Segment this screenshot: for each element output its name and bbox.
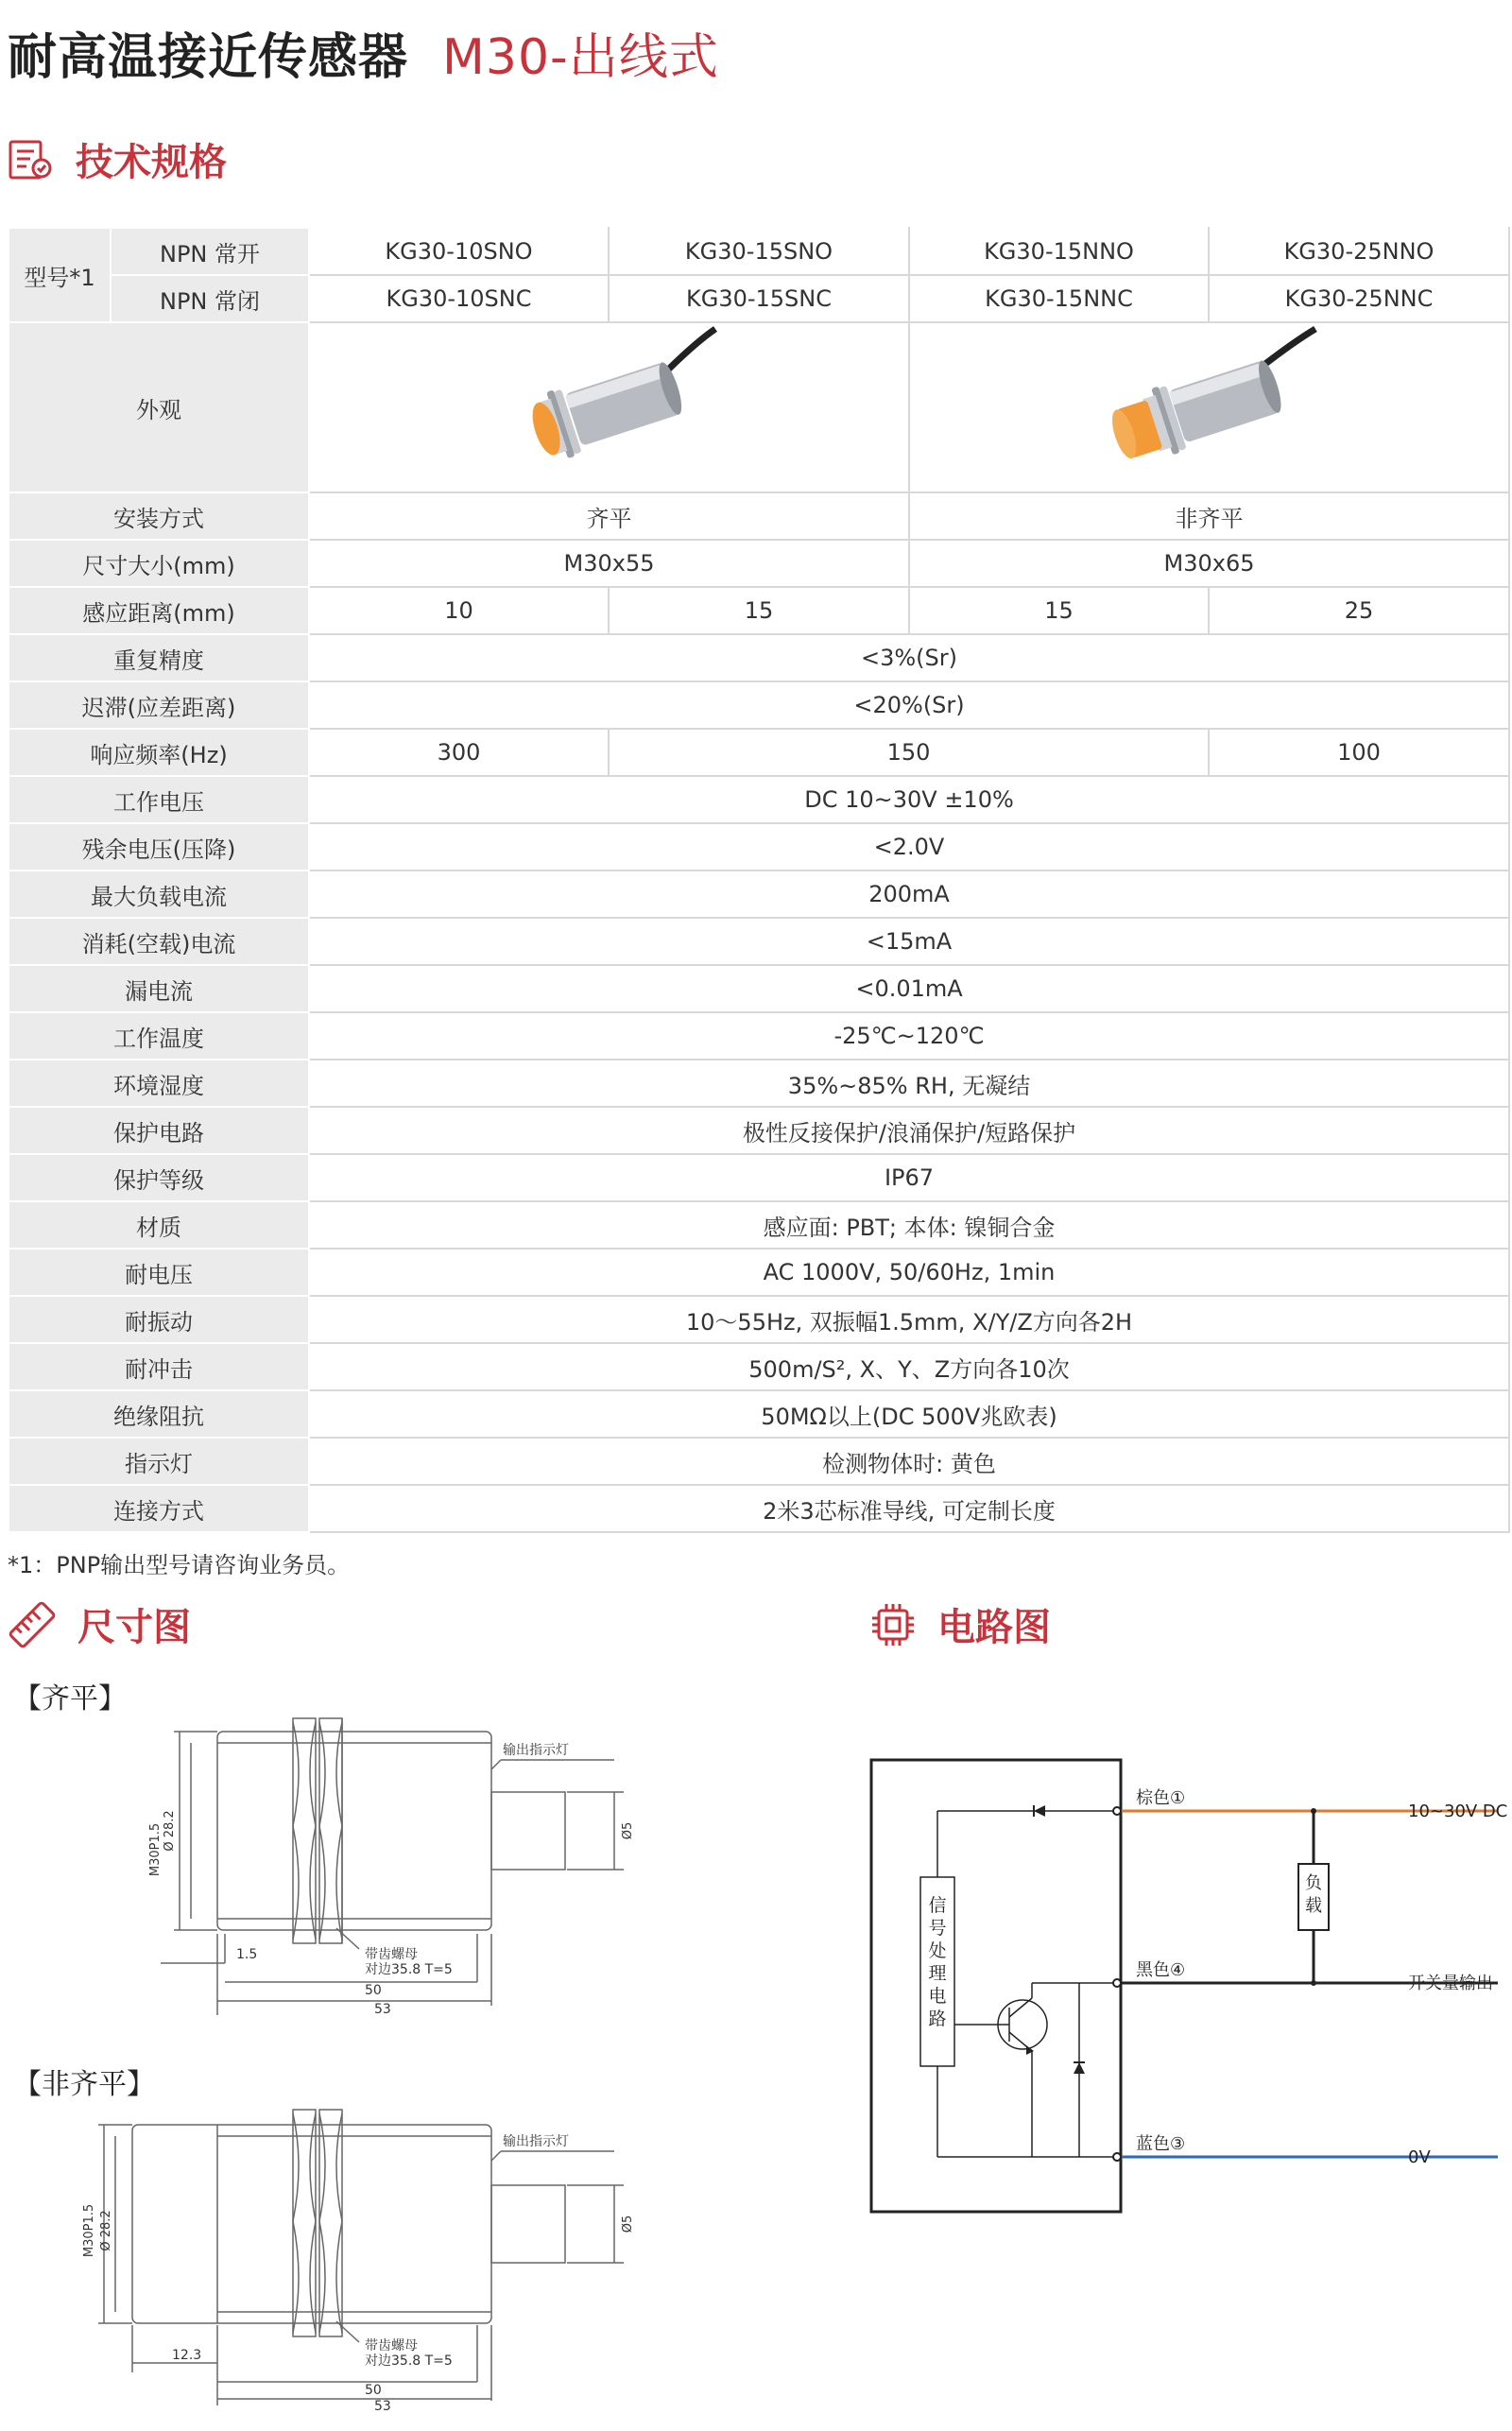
nut-spec-label: 对边35.8 T=5 <box>365 2353 453 2369</box>
section-dimension-title: 尺寸图 <box>77 1606 191 1649</box>
table-row <box>9 1485 1509 1532</box>
product-name: 耐高温接近传感器 <box>8 29 409 86</box>
appearance-label: 外观 <box>9 322 309 492</box>
table-row <box>9 275 1509 322</box>
row-label: 连接方式 <box>9 1485 309 1532</box>
row-value: 200mA <box>309 871 1509 918</box>
section-spec-title: 技术规格 <box>76 141 227 184</box>
npn-nc-label: NPN 常闭 <box>111 275 309 322</box>
brown-label: 棕色① <box>1136 1788 1186 1808</box>
row-value: 10 <box>309 587 609 634</box>
npn-no-label: NPN 常开 <box>111 228 309 275</box>
row-value: 15 <box>909 587 1209 634</box>
row-label: 漏电流 <box>9 965 309 1012</box>
row-value: M30x65 <box>909 540 1509 587</box>
model-cell: KG30-25NNC <box>1209 275 1509 322</box>
length-50-label: 50 <box>365 1983 382 1998</box>
footnote: *1：PNP输出型号请咨询业务员。 <box>8 1552 351 1578</box>
row-value: 35%~85% RH, 无凝结 <box>309 1060 1509 1107</box>
row-value: 极性反接保护/浪涌保护/短路保护 <box>309 1107 1509 1154</box>
zero-volt-label: 0V <box>1408 2147 1431 2167</box>
length-53-label: 53 <box>374 2002 391 2017</box>
ruler-icon <box>8 1600 57 1649</box>
row-label: 绝缘阻抗 <box>9 1390 309 1438</box>
diameter-label: Ø 28.2 <box>99 2210 113 2251</box>
row-label: 工作温度 <box>9 1012 309 1060</box>
table-row <box>9 823 1509 871</box>
output-label: 开关量输出 <box>1408 1974 1493 1993</box>
spec-sheet-icon <box>8 138 55 181</box>
section-dimension-heading <box>8 1597 191 1651</box>
flush-dimension-drawing <box>142 1713 690 2015</box>
table-row <box>9 540 1509 587</box>
row-value: 10～55Hz, 双振幅1.5mm, X/Y/Z方向各2H <box>309 1296 1509 1343</box>
table-row <box>9 1438 1509 1485</box>
row-label: 工作电压 <box>9 776 309 823</box>
row-label: 环境湿度 <box>9 1060 309 1107</box>
thread-label: M30P1.5 <box>82 2203 96 2258</box>
indicator-label: 输出指示灯 <box>503 1743 569 1758</box>
block-char: 理 <box>928 1963 947 1984</box>
nut-spec-label: 对边35.8 T=5 <box>365 1962 453 1977</box>
row-label: 安装方式 <box>9 492 309 540</box>
nonflush-sensor-image <box>909 322 1509 492</box>
row-value: 150 <box>609 729 1209 776</box>
row-value: M30x55 <box>309 540 909 587</box>
load-label-1: 负 <box>1305 1873 1322 1893</box>
page-title <box>8 17 719 88</box>
block-char: 电 <box>928 1986 947 2007</box>
nut-label: 带齿螺母 <box>365 2338 418 2353</box>
table-row <box>9 1390 1509 1438</box>
row-label: 重复精度 <box>9 634 309 681</box>
row-value: 300 <box>309 729 609 776</box>
row-label: 耐电压 <box>9 1249 309 1296</box>
cable-dia-label: Ø5 <box>621 1821 635 1840</box>
row-label: 材质 <box>9 1201 309 1249</box>
offset-label: 1.5 <box>236 1947 258 1962</box>
indicator-label: 输出指示灯 <box>503 2134 569 2149</box>
model-cell: KG30-15SNO <box>609 228 909 275</box>
diameter-label: Ø 28.2 <box>163 1810 177 1852</box>
table-row <box>9 587 1509 634</box>
model-cell: KG30-25NNO <box>1209 228 1509 275</box>
flush-sensor-illustration <box>468 324 751 485</box>
table-row <box>9 634 1509 681</box>
table-row <box>9 1201 1509 1249</box>
block-char: 信 <box>928 1895 947 1916</box>
chip-icon <box>869 1601 917 1648</box>
row-label: 保护电路 <box>9 1107 309 1154</box>
nonflush-dimension-drawing <box>82 2098 690 2414</box>
table-row <box>9 776 1509 823</box>
thread-label: M30P1.5 <box>148 1822 163 1877</box>
row-label: 最大负载电流 <box>9 871 309 918</box>
row-value: 500m/S², X、Y、Z方向各10次 <box>309 1343 1509 1390</box>
flush-sensor-image <box>309 322 909 492</box>
row-value: 2米3芯标准导线, 可定制长度 <box>309 1485 1509 1532</box>
table-row <box>9 1296 1509 1343</box>
table-row <box>9 729 1509 776</box>
row-value: 100 <box>1209 729 1509 776</box>
row-value: <20%(Sr) <box>309 681 1509 729</box>
model-cell: KG30-15SNC <box>609 275 909 322</box>
model-cell: KG30-10SNC <box>309 275 609 322</box>
block-char: 路 <box>928 2009 947 2029</box>
row-value: 非齐平 <box>909 492 1509 540</box>
supply-label: 10~30V DC <box>1408 1802 1508 1821</box>
row-value: <2.0V <box>309 823 1509 871</box>
row-value: -25℃~120℃ <box>309 1012 1509 1060</box>
section-spec-heading <box>8 132 227 186</box>
section-circuit-title: 电路图 <box>937 1606 1051 1649</box>
flush-title: 【齐平】 <box>13 1682 127 1715</box>
table-row <box>9 1107 1509 1154</box>
row-value: 25 <box>1209 587 1509 634</box>
row-value: 感应面: PBT; 本体: 镍铜合金 <box>309 1201 1509 1249</box>
block-char: 号 <box>928 1918 947 1939</box>
length-53-label: 53 <box>374 2399 391 2414</box>
blue-label: 蓝色③ <box>1136 2134 1186 2154</box>
row-label: 保护等级 <box>9 1154 309 1201</box>
row-label: 指示灯 <box>9 1438 309 1485</box>
row-value: DC 10~30V ±10% <box>309 776 1509 823</box>
row-label: 响应频率(Hz) <box>9 729 309 776</box>
row-label: 感应距离(mm) <box>9 587 309 634</box>
cable-dia-label: Ø5 <box>621 2215 635 2233</box>
table-row <box>9 918 1509 965</box>
length-50-label: 50 <box>365 2383 382 2398</box>
table-row <box>9 1249 1509 1296</box>
table-row <box>9 1012 1509 1060</box>
row-value: IP67 <box>309 1154 1509 1201</box>
table-row <box>9 871 1509 918</box>
model-cell: KG30-10SNO <box>309 228 609 275</box>
load-label-2: 载 <box>1305 1896 1322 1916</box>
row-value: 15 <box>609 587 909 634</box>
row-value: 齐平 <box>309 492 909 540</box>
spec-table <box>8 227 1510 1533</box>
table-row <box>9 965 1509 1012</box>
black-label: 黑色④ <box>1136 1960 1186 1980</box>
row-label: 耐振动 <box>9 1296 309 1343</box>
nonflush-sensor-illustration <box>1068 324 1351 485</box>
table-row <box>9 492 1509 540</box>
row-label: 消耗(空载)电流 <box>9 918 309 965</box>
row-value: 检测物体时: 黄色 <box>309 1438 1509 1485</box>
row-value: 50MΩ以上(DC 500V兆欧表) <box>309 1390 1509 1438</box>
table-row <box>9 681 1509 729</box>
table-row <box>9 1154 1509 1201</box>
table-row <box>9 1343 1509 1390</box>
row-label: 迟滞(应差距离) <box>9 681 309 729</box>
nut-label: 带齿螺母 <box>365 1947 418 1962</box>
block-char: 处 <box>928 1940 947 1961</box>
model-label: 型号*1 <box>9 228 111 322</box>
model-cell: KG30-15NNC <box>909 275 1209 322</box>
product-model: M30-出线式 <box>442 29 719 86</box>
table-row <box>9 228 1509 275</box>
model-cell: KG30-15NNO <box>909 228 1209 275</box>
table-row <box>9 1060 1509 1107</box>
row-value: <0.01mA <box>309 965 1509 1012</box>
row-label: 残余电压(压降) <box>9 823 309 871</box>
row-label: 尺寸大小(mm) <box>9 540 309 587</box>
table-row <box>9 322 1509 492</box>
row-value: <15mA <box>309 918 1509 965</box>
nonflush-title: 【非齐平】 <box>13 2068 155 2101</box>
offset-label: 12.3 <box>172 2348 202 2363</box>
section-circuit-heading <box>869 1597 1051 1651</box>
row-label: 耐冲击 <box>9 1343 309 1390</box>
row-value: AC 1000V, 50/60Hz, 1min <box>309 1249 1509 1296</box>
circuit-diagram <box>869 1750 1508 2223</box>
row-value: <3%(Sr) <box>309 634 1509 681</box>
